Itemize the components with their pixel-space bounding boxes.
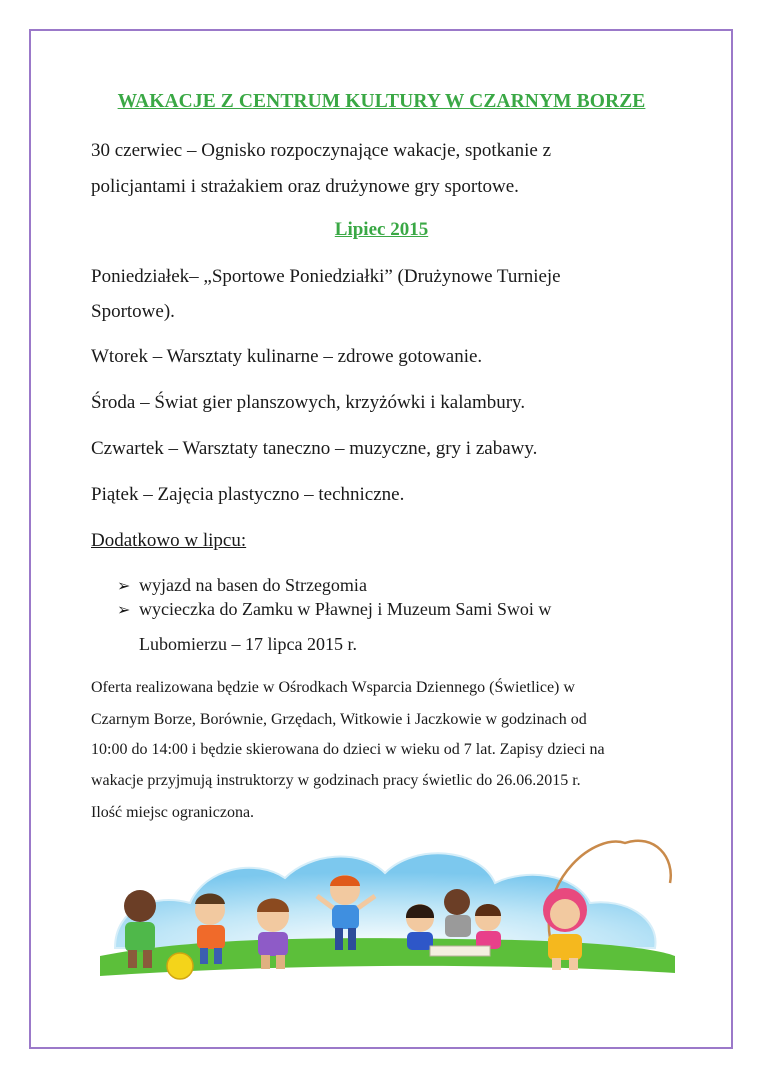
ball-icon xyxy=(167,953,193,979)
schedule-friday: Piątek – Zajęcia plastyczno – techniczne. xyxy=(91,484,405,505)
schedule-monday-1: Poniedziałek– „Sportowe Poniedziałki” (Drużynowe Turnieje xyxy=(91,266,561,287)
schedule-thursday: Czwartek – Warsztaty taneczno – muzyczne, gry i zabawy. xyxy=(91,438,538,459)
schedule-monday-2: Sportowe). xyxy=(91,301,175,322)
offer-line-4: wakacje przyjmują instruktorzy w godzinach pracy świetlic do 26.06.2015 r. xyxy=(91,772,581,789)
schedule-wednesday: Środa – Świat gier planszowych, krzyżówki i kalambury. xyxy=(91,392,526,413)
child-figure xyxy=(475,904,501,949)
offer-line-1: Oferta realizowana będzie w Ośrodkach Wsparcia Dziennego (Świetlice) w xyxy=(91,679,575,696)
poster-title: WAKACJE Z CENTRUM KULTURY W CZARNYM BORZE xyxy=(117,91,646,112)
intro-line-1: 30 czerwiec – Ognisko rozpoczynające wakacje, spotkanie z xyxy=(91,140,552,161)
month-heading: Lipiec 2015 xyxy=(334,219,429,240)
children-illustration xyxy=(95,838,680,988)
extra-item-1: wyjazd na basen do Strzegomia xyxy=(139,575,367,595)
arrow-bullet-icon: ➢ xyxy=(117,602,131,619)
intro-line-2: policjantami i strażakiem oraz drużynowe gry sportowe. xyxy=(91,176,519,197)
extra-heading: Dodatkowo w lipcu: xyxy=(91,530,247,551)
extra-item-2-cont: Lubomierzu – 17 lipca 2015 r. xyxy=(139,634,357,654)
offer-line-3: 10:00 do 14:00 i będzie skierowana do dzieci w wieku od 7 lat. Zapisy dzieci na xyxy=(91,741,605,758)
offer-line-5: Ilość miejsc ograniczona. xyxy=(91,804,255,821)
offer-line-2: Czarnym Borze, Borównie, Grzędach, Witkowie i Jaczkowie w godzinach od xyxy=(91,711,587,728)
schedule-tuesday: Wtorek – Warsztaty kulinarne – zdrowe gotowanie. xyxy=(91,346,483,367)
child-figure xyxy=(406,904,434,950)
extra-item-2: wycieczka do Zamku w Pławnej i Muzeum Sami Swoi w xyxy=(139,599,552,619)
arrow-bullet-icon: ➢ xyxy=(117,578,131,595)
book-icon xyxy=(430,946,490,956)
